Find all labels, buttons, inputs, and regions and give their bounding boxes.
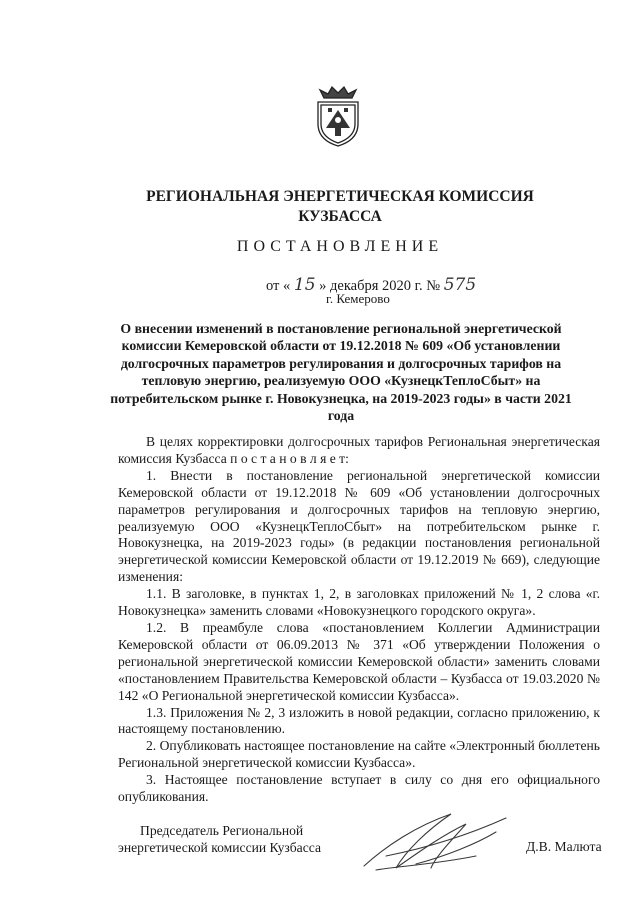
date-prefix: от « (266, 278, 291, 294)
paragraph-1-3: 1.3. Приложения № 2, 3 изложить в новой редакции, согласно приложению, к настоящему постановлению. (118, 704, 600, 737)
date-day: 15 (293, 275, 316, 295)
signer-position-line2: энергетической комиссии Кузбасса (118, 840, 321, 855)
paragraph-1-1: 1.1. В заголовке, в пунктах 1, 2, в заголовках приложений № 1, 2 слова «г. Новокузнецка» заменить словами «Новокузнецкого городского округа». (118, 586, 600, 619)
paragraph-1: 1. Внести в постановление региональной энергетической комиссии Кемеровской области от 19.12.2018 № 609 «Об установлении долгосрочных параметров регулирования и долгосрочных тарифов на тепловую энергию, реализуемую ООО «КузнецкТеплоСбыт» на потребительском рынке г. Новокузнецка, на 2019-2023 годы» (в редакции постановления региональной энергетической комиссии Кемеровской области от 19.12.2019 № 669), следующие изменения: (118, 467, 600, 585)
signer-position (118, 822, 321, 856)
document-number: 575 (443, 275, 477, 295)
date-middle: » декабря 2020 г. № (319, 278, 441, 294)
paragraph-1-2: 1.2. В преамбуле слова «постановлением Коллегии Администрации Кемеровской области от 06.09.2013 № 371 «Об утверждении Положения о региональной энергетической комиссии Кемеровской области» заменить словами «постановлением Правительства Кемеровской области – Кузбасса от 19.03.2020 № 142 «О Региональной энергетической комиссии Кузбасса». (118, 619, 600, 703)
date-line (266, 275, 566, 295)
document-type: ПОСТАНОВЛЕНИЕ (236, 238, 444, 255)
signer-name: Д.В. Малюта (526, 839, 602, 854)
organization-name: РЕГИОНАЛЬНАЯ ЭНЕРГЕТИЧЕСКАЯ КОМИССИЯ КУЗБАССА (146, 188, 534, 225)
preamble-paragraph: В целях корректировки долгосрочных тарифов Региональная энергетическая комиссия Кузбасса п о с т а н о в л я е т: (118, 434, 600, 466)
document-subject: О внесении изменений в постановление региональной энергетической комиссии Кемеровской области от 19.12.2018 № 609 «Об установлении долгосрочных параметров регулирования и долгосрочных тарифов на тепловую энергию, реализуемую ООО «КузнецкТеплоСбыт» на потребительском рынке г. Новокузнецка, на 2019-2023 годы» в части 2021 года (110, 321, 572, 424)
kuzbass-coat-of-arms-icon (312, 84, 364, 148)
handwritten-signature (356, 806, 516, 876)
document-body (118, 434, 600, 806)
city: г. Кемерово (326, 291, 390, 306)
signer-position-line1: Председатель Региональной (140, 823, 304, 838)
paragraph-2: 2. Опубликовать настоящее постановление на сайте «Электронный бюллетень Региональной энергетической комиссии Кузбасса». (118, 738, 600, 771)
paragraph-3: 3. Настоящее постановление вступает в силу со дня его официального опубликования. (118, 772, 600, 805)
